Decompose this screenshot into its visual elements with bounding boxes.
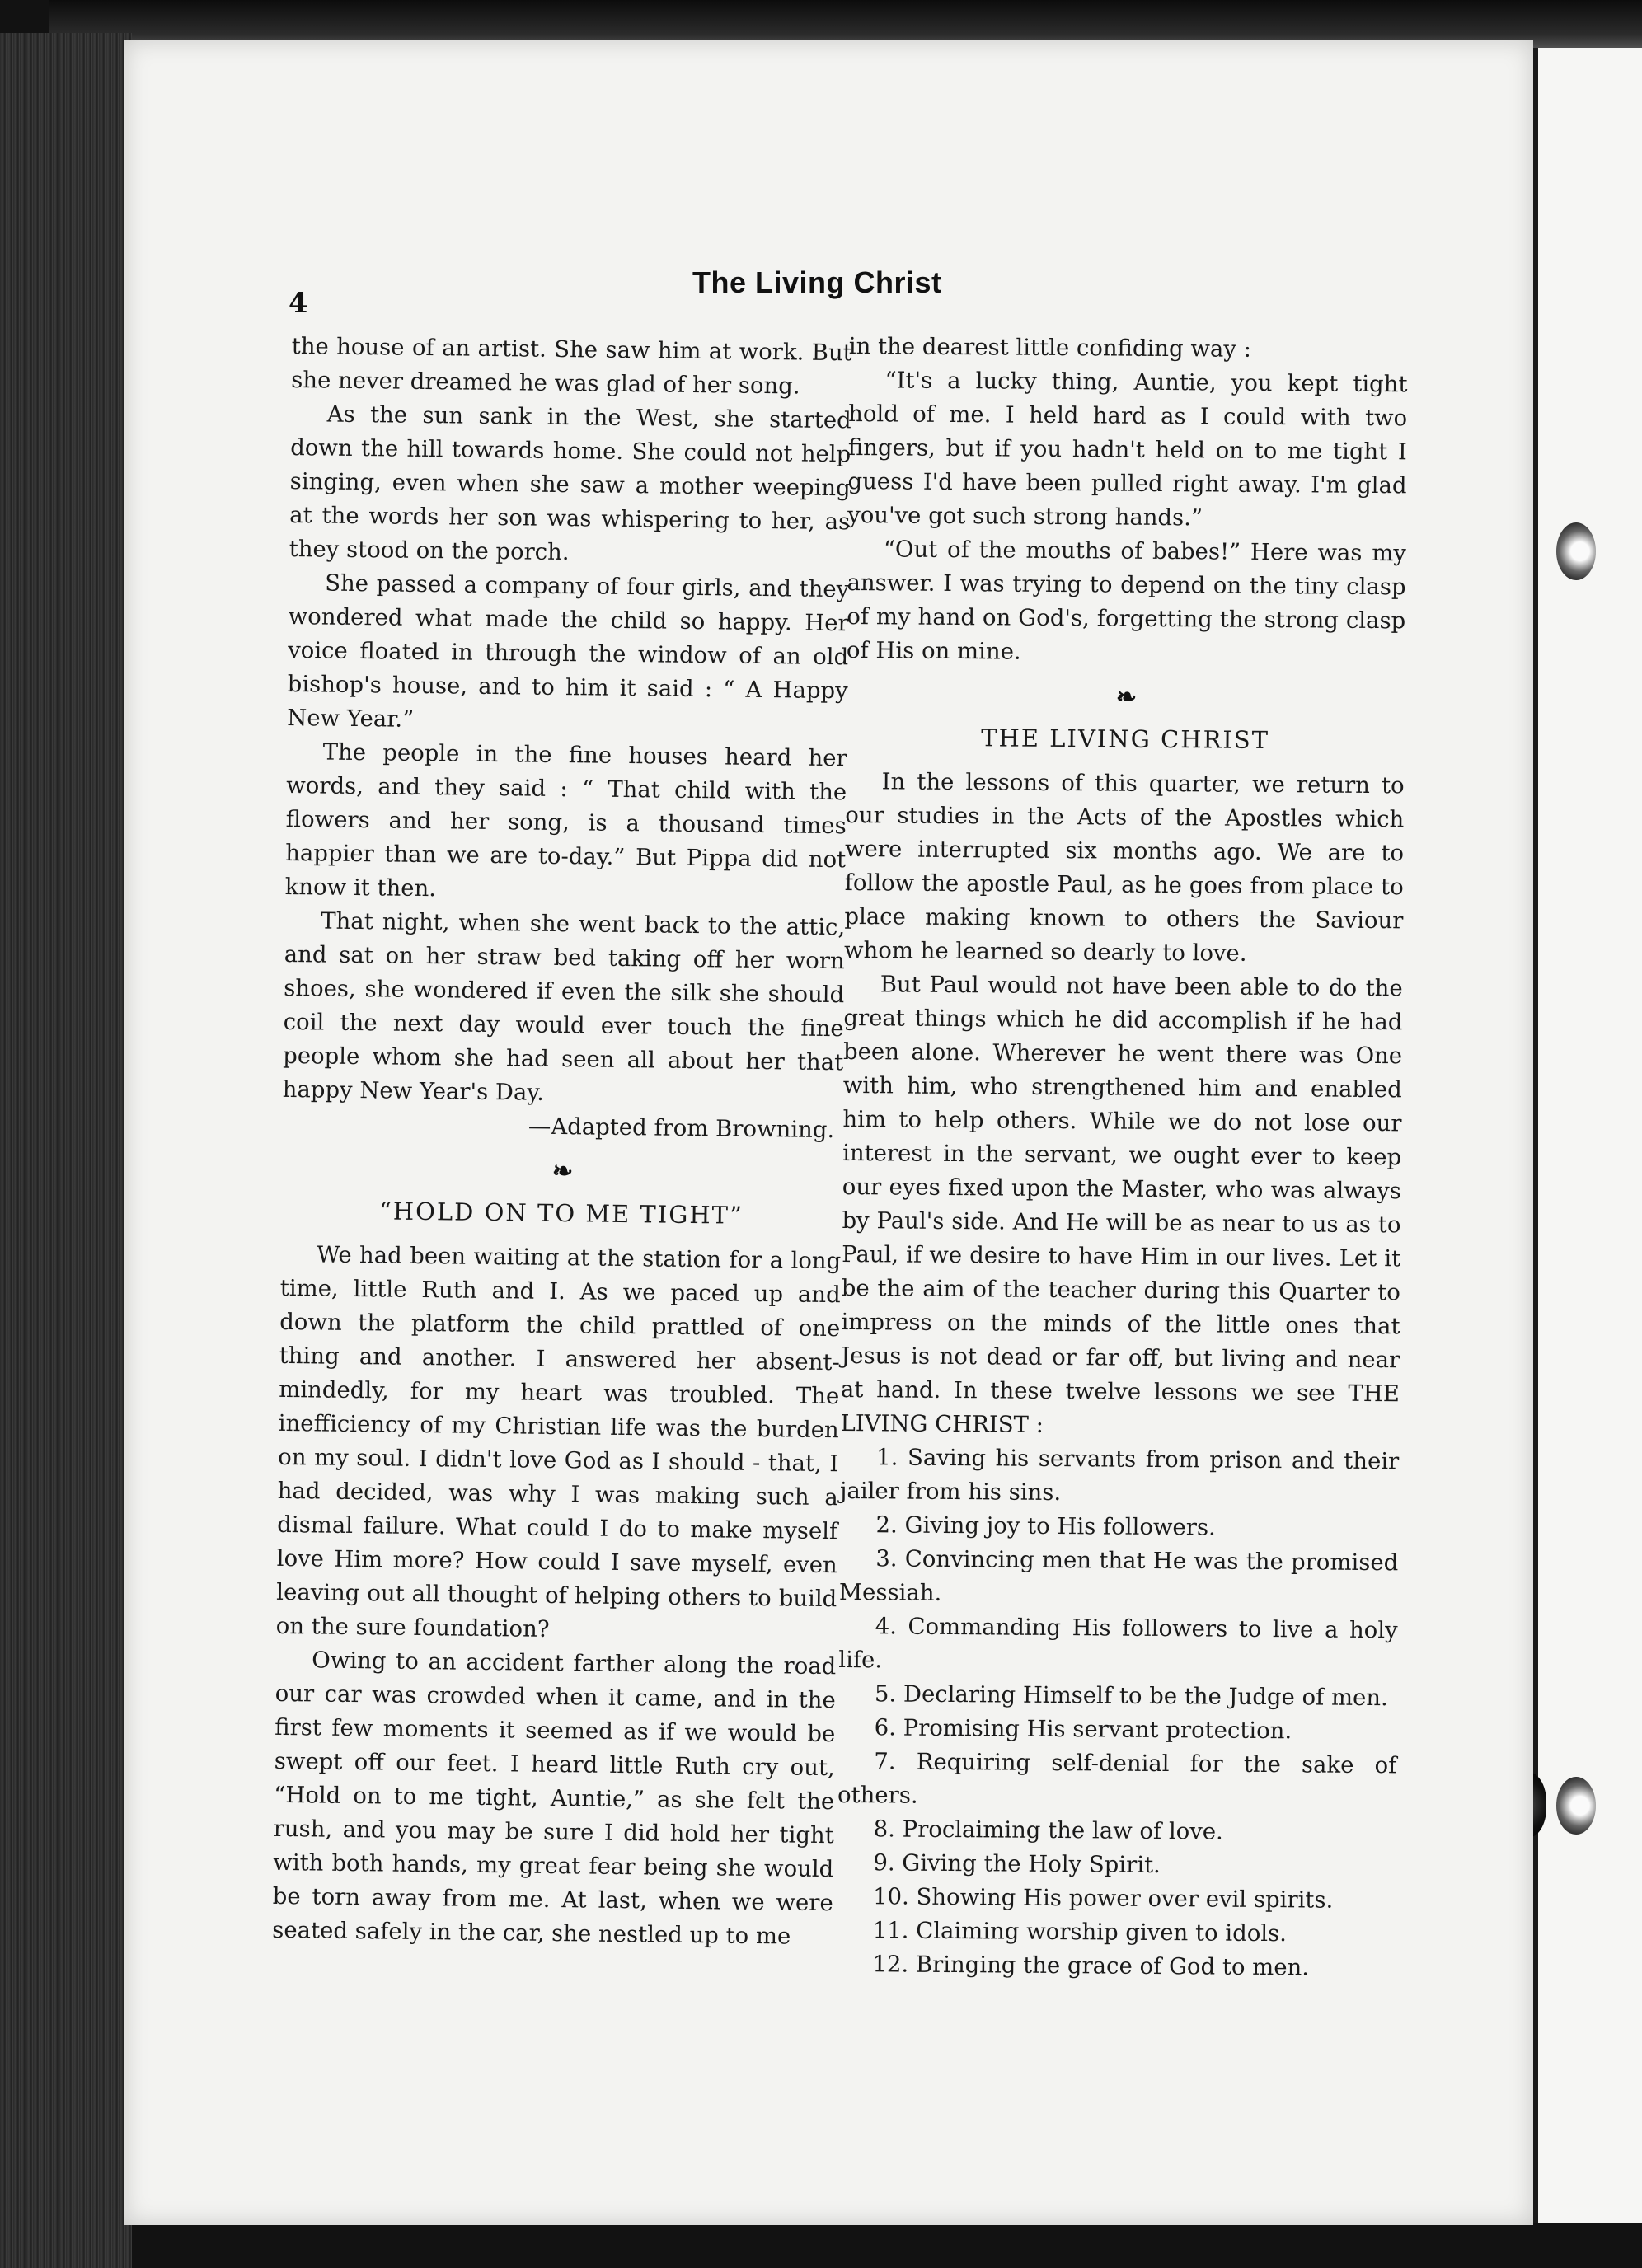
attribution: —Adapted from Browning. <box>528 1113 835 1144</box>
lesson-item: 9. Giving the Holy Spirit. <box>873 1849 1161 1879</box>
paragraph: We had been waiting at the station for a long time, little Ruth and I. As we paced up and down the platform the child prattled of one thing and another. I answered her absent-mindedly, for my heart was troubled. The inefficiency of my Christian life was the burden on my soul. I didn't love God as I should - that, I had decided, was why I was making such a dismal failure. What could I do to make myself love Him more? How could I save myself, even leaving out all thought of helping others to build on the sure foundation? <box>275 1241 842 1642</box>
section-heading: THE LIVING CHRIST <box>981 724 1270 755</box>
paragraph: As the sun sank in the West, she started down the hill towards home. She could not help singing, even when she saw a mother weeping at the words her son was whispering to her, as they stood on the porch. <box>289 401 851 566</box>
lesson-item: 7. Requiring self-denial for the sake of others. <box>837 1748 1397 1809</box>
paragraph: “It's a lucky thing, Auntie, you kept tight hold of me. I held hard as I could with two fingers, but if you hadn't held on to me tight I guess I'd have been pulled right away. I'm glad you've got such strong hands.” <box>847 367 1408 532</box>
paragraph: In the lessons of this quarter, we return to our studies in the Acts of the Apostles which were interrupted six months ago. We are to follow the apostle Paul, as he goes from place to place making known to others the Saviour whom he learned so dearly to love. <box>843 768 1405 967</box>
left-column <box>272 330 852 1954</box>
lesson-item: 12. Bringing the grace of God to men. <box>872 1951 1310 1981</box>
lesson-item: 6. Promising His servant protection. <box>874 1714 1292 1745</box>
paragraph: the house of an artist. She saw him at work. But she never dreamed he was glad of her song. <box>291 332 852 400</box>
binding-clip-icon <box>1556 522 1596 580</box>
paragraph: “Out of the mouths of babes!” Here was my answer. I was trying to depend on the tiny clasp of my hand on God's, forgetting the strong clasp of His on mine. <box>846 536 1407 665</box>
fleuron-ornament-icon: ❧ <box>551 1156 572 1187</box>
lesson-item: 3. Convincing men that He was the promised Messiah. <box>838 1545 1399 1606</box>
facing-page-strip <box>1533 48 1642 2223</box>
right-column <box>836 330 1408 1985</box>
running-head: The Living Christ <box>692 265 942 299</box>
lesson-item: 2. Giving joy to His followers. <box>875 1511 1216 1541</box>
lesson-item: 1. Saving his servants from prison and their jailer from his sins. <box>839 1444 1400 1507</box>
lesson-item: 10. Showing His power over evil spirits. <box>872 1883 1334 1914</box>
fleuron-ornament-icon: ❧ <box>1115 682 1136 712</box>
page-number: 4 <box>289 287 308 320</box>
paragraph: The people in the fine houses heard her words, and they said : “ That child with the flowers and her song, is a thousand times happier than we are to-day.” But Pippa did not know it then. <box>284 738 847 902</box>
lesson-item: 5. Declaring Himself to be the Judge of men. <box>874 1680 1388 1712</box>
paragraph: Owing to an accident farther along the road our car was crowded when it came, and in the first few moments it seemed as if we would be swept off our feet. I heard little Ruth cry out, “Hold on to me tight, Auntie,” as she felt the rush, and you may be sure I did hold her tight with both hands, my great fear being she would be torn away from me. At last, when we were seated safely in the car, she nestled up to me <box>272 1647 837 1950</box>
paragraph: That night, when she went back to the attic, and sat on her straw bed taking off her worn shoes, she wondered if even the silk she should coil the next day would ever touch the fine people whom she had seen all about her that happy New Year's Day. <box>282 907 846 1106</box>
paragraph: But Paul would not have been able to do the great things which he did accomplish if he had been alone. Wherever he went there was One with him, who strengthened him and enabled him to help others. While we do not lose our interest in the servant, we ought ever to keep our eyes fixed upon the Master, who was always by Paul's side. And He will be as near to us as to Paul, if we desire to have Him in our lives. Let it be the aim of the teacher during this Quarter to impress on the minds of the little ones that Jesus is not dead or far off, but living and near at hand. In these twelve lessons we see THE LIVING CHRIST : <box>840 971 1403 1438</box>
paragraph: in the dearest little confiding way : <box>848 332 1252 363</box>
lesson-item: 11. Claiming worship given to idols. <box>872 1917 1288 1947</box>
section-heading: “HOLD ON TO ME TIGHT” <box>378 1197 744 1230</box>
lesson-item: 4. Commanding His followers to live a holy life. <box>838 1613 1398 1674</box>
book-spine-edge <box>0 33 132 2268</box>
binding-clip-icon <box>1556 1777 1596 1835</box>
paragraph: She passed a company of four girls, and they wondered what made the child so happy. Her voice floated in through the window of an old bishop's house, and to him it said : “ A Happy New Year.” <box>287 569 850 733</box>
lesson-item: 8. Proclaiming the law of love. <box>873 1816 1223 1845</box>
